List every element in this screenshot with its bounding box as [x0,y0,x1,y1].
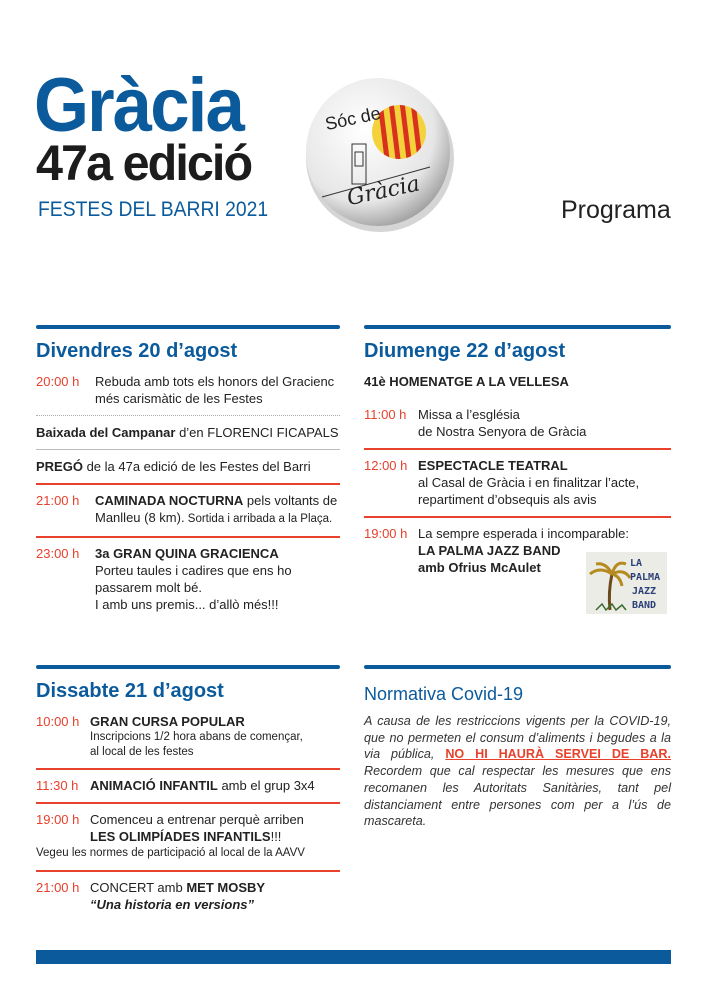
divider [36,449,340,450]
sunday-section [364,325,671,576]
event-text: Comenceu a entrenar perquè arriben [90,812,304,827]
divider [364,516,671,518]
event-text: passarem molt bé. [95,580,202,595]
event-time: 11:00 h [364,407,407,422]
covid-text [364,713,671,830]
event-title: CAMINADA NOCTURNA [95,493,244,508]
event-title: 41è HOMENATGE A LA VELLESA [364,374,569,389]
event-title: ESPECTACLE TEATRAL [418,458,568,473]
event-note: Sortida i arribada a la Plaça. [184,513,333,525]
section-rule [36,665,340,669]
event-item [36,458,340,475]
event-title: PREGÓ [36,459,83,474]
event-time: 19:00 h [36,812,80,827]
event-text: al Casal de Gràcia i en finalitzar l’acte, [418,475,640,490]
event-time: 20:00 h [36,374,80,389]
event-text: I amb uns premis... d’allò més!!! [95,597,279,612]
event-text: de la 47a edició de les Festes del Barri [82,459,311,474]
la-palma-jazz-band-logo [586,552,667,614]
subtitle-festes: FESTES DEL BARRI 2021 [38,198,269,221]
svg-text:JAZZ: JAZZ [632,586,657,597]
event-title: LA PALMA JAZZ BAND [418,543,561,558]
svg-text:PALMA: PALMA [630,572,661,583]
event-text: amb el grup 3x4 [217,778,315,793]
soc-de-gracia-badge-logo [300,72,460,237]
event-note: al local de les festes [90,746,194,758]
event-title: amb Ofrius McAulet [418,560,541,575]
svg-text:LA: LA [630,558,643,569]
event-intro [364,373,671,390]
programa-label: Programa [561,196,671,224]
event-text: Porteu taules i cadires que ens ho [95,563,292,578]
covid-heading: Normativa Covid-19 [364,684,524,704]
event-time: 12:00 h [364,458,408,473]
event-title: ANIMACIÓ INFANTIL [90,778,218,793]
event-title: GRAN CURSA POPULAR [90,714,245,729]
event-time: 11:30 h [36,778,79,793]
event-note: Vegeu les normes de participació al local de la AAVV [36,847,305,859]
divider [36,415,340,416]
footer-bar [36,950,671,964]
day-heading: Dissabte 21 d’agost [36,680,224,702]
event-time: 21:00 h [36,493,80,508]
svg-text:BAND: BAND [632,600,657,611]
event-text: !!! [270,829,282,844]
section-rule [364,665,671,669]
event-text: Manlleu (8 km). [95,510,185,525]
event-text: Rebuda amb tots els honors del Gracienc [95,374,335,389]
event-item [36,811,340,845]
day-heading: Diumenge 22 d’agost [364,340,566,362]
title-edition: 47a edició [36,135,252,191]
divider [36,483,340,485]
event-time: 23:00 h [36,546,80,561]
covid-text-part: Recordem que cal respectar les mesures que ens recomanen les Autoritats Sanitàries, tant pel distanciament entre persones com per a l’ús de mascareta. [364,764,671,829]
event-text: CONCERT amb [90,880,187,895]
section-rule [36,325,340,329]
divider [36,802,340,804]
divider [36,870,340,872]
event-text: La sempre esperada i incomparable: [418,526,630,541]
event-text: més carismàtic de les Festes [95,391,263,406]
covid-alert: NO HI HAURÀ SERVEI DE BAR. [445,747,671,762]
divider [36,768,340,770]
event-title: 3a GRAN QUINA GRACIENCA [95,546,279,561]
section-rule [364,325,671,329]
saturday-section [36,665,340,913]
event-note: Inscripcions 1/2 hora abans de començar, [90,731,303,743]
event-item [36,777,340,794]
event-time: 10:00 h [36,714,80,729]
divider [364,448,671,450]
day-heading: Divendres 20 d’agost [36,340,238,362]
event-subtitle: “Una historia en versions” [90,897,254,912]
event-title: LES OLIMPÍADES INFANTILS [90,829,271,844]
event-text: Missa a l’església [418,407,520,422]
covid-section [364,665,671,830]
badge-text: Sóc de Gràcia [323,101,423,212]
event-time: 21:00 h [36,880,80,895]
divider [36,536,340,538]
event-item [36,373,340,407]
event-text: repartiment d’obsequis als avis [418,492,597,507]
event-item [36,713,340,760]
event-text: d’en FLORENCI FICAPALS [175,425,339,440]
title-gracia: Gràcia [34,63,243,148]
event-time: 19:00 h [364,526,408,541]
event-item [364,457,671,508]
event-text: de Nostra Senyora de Gràcia [418,424,587,439]
event-item [364,406,671,440]
event-title: MET MOSBY [186,880,266,895]
friday-section [36,325,340,613]
covid-text-part: A causa de les restriccions vigents per la COVID-19, que no permeten el consum d’aliments i begudes a la via pública, [364,714,671,762]
event-title: Baixada del Campanar [36,425,176,440]
event-item [36,545,340,613]
event-item [36,492,340,528]
event-item [36,879,340,913]
event-text: pels voltants de [243,493,338,508]
event-item [36,424,340,441]
